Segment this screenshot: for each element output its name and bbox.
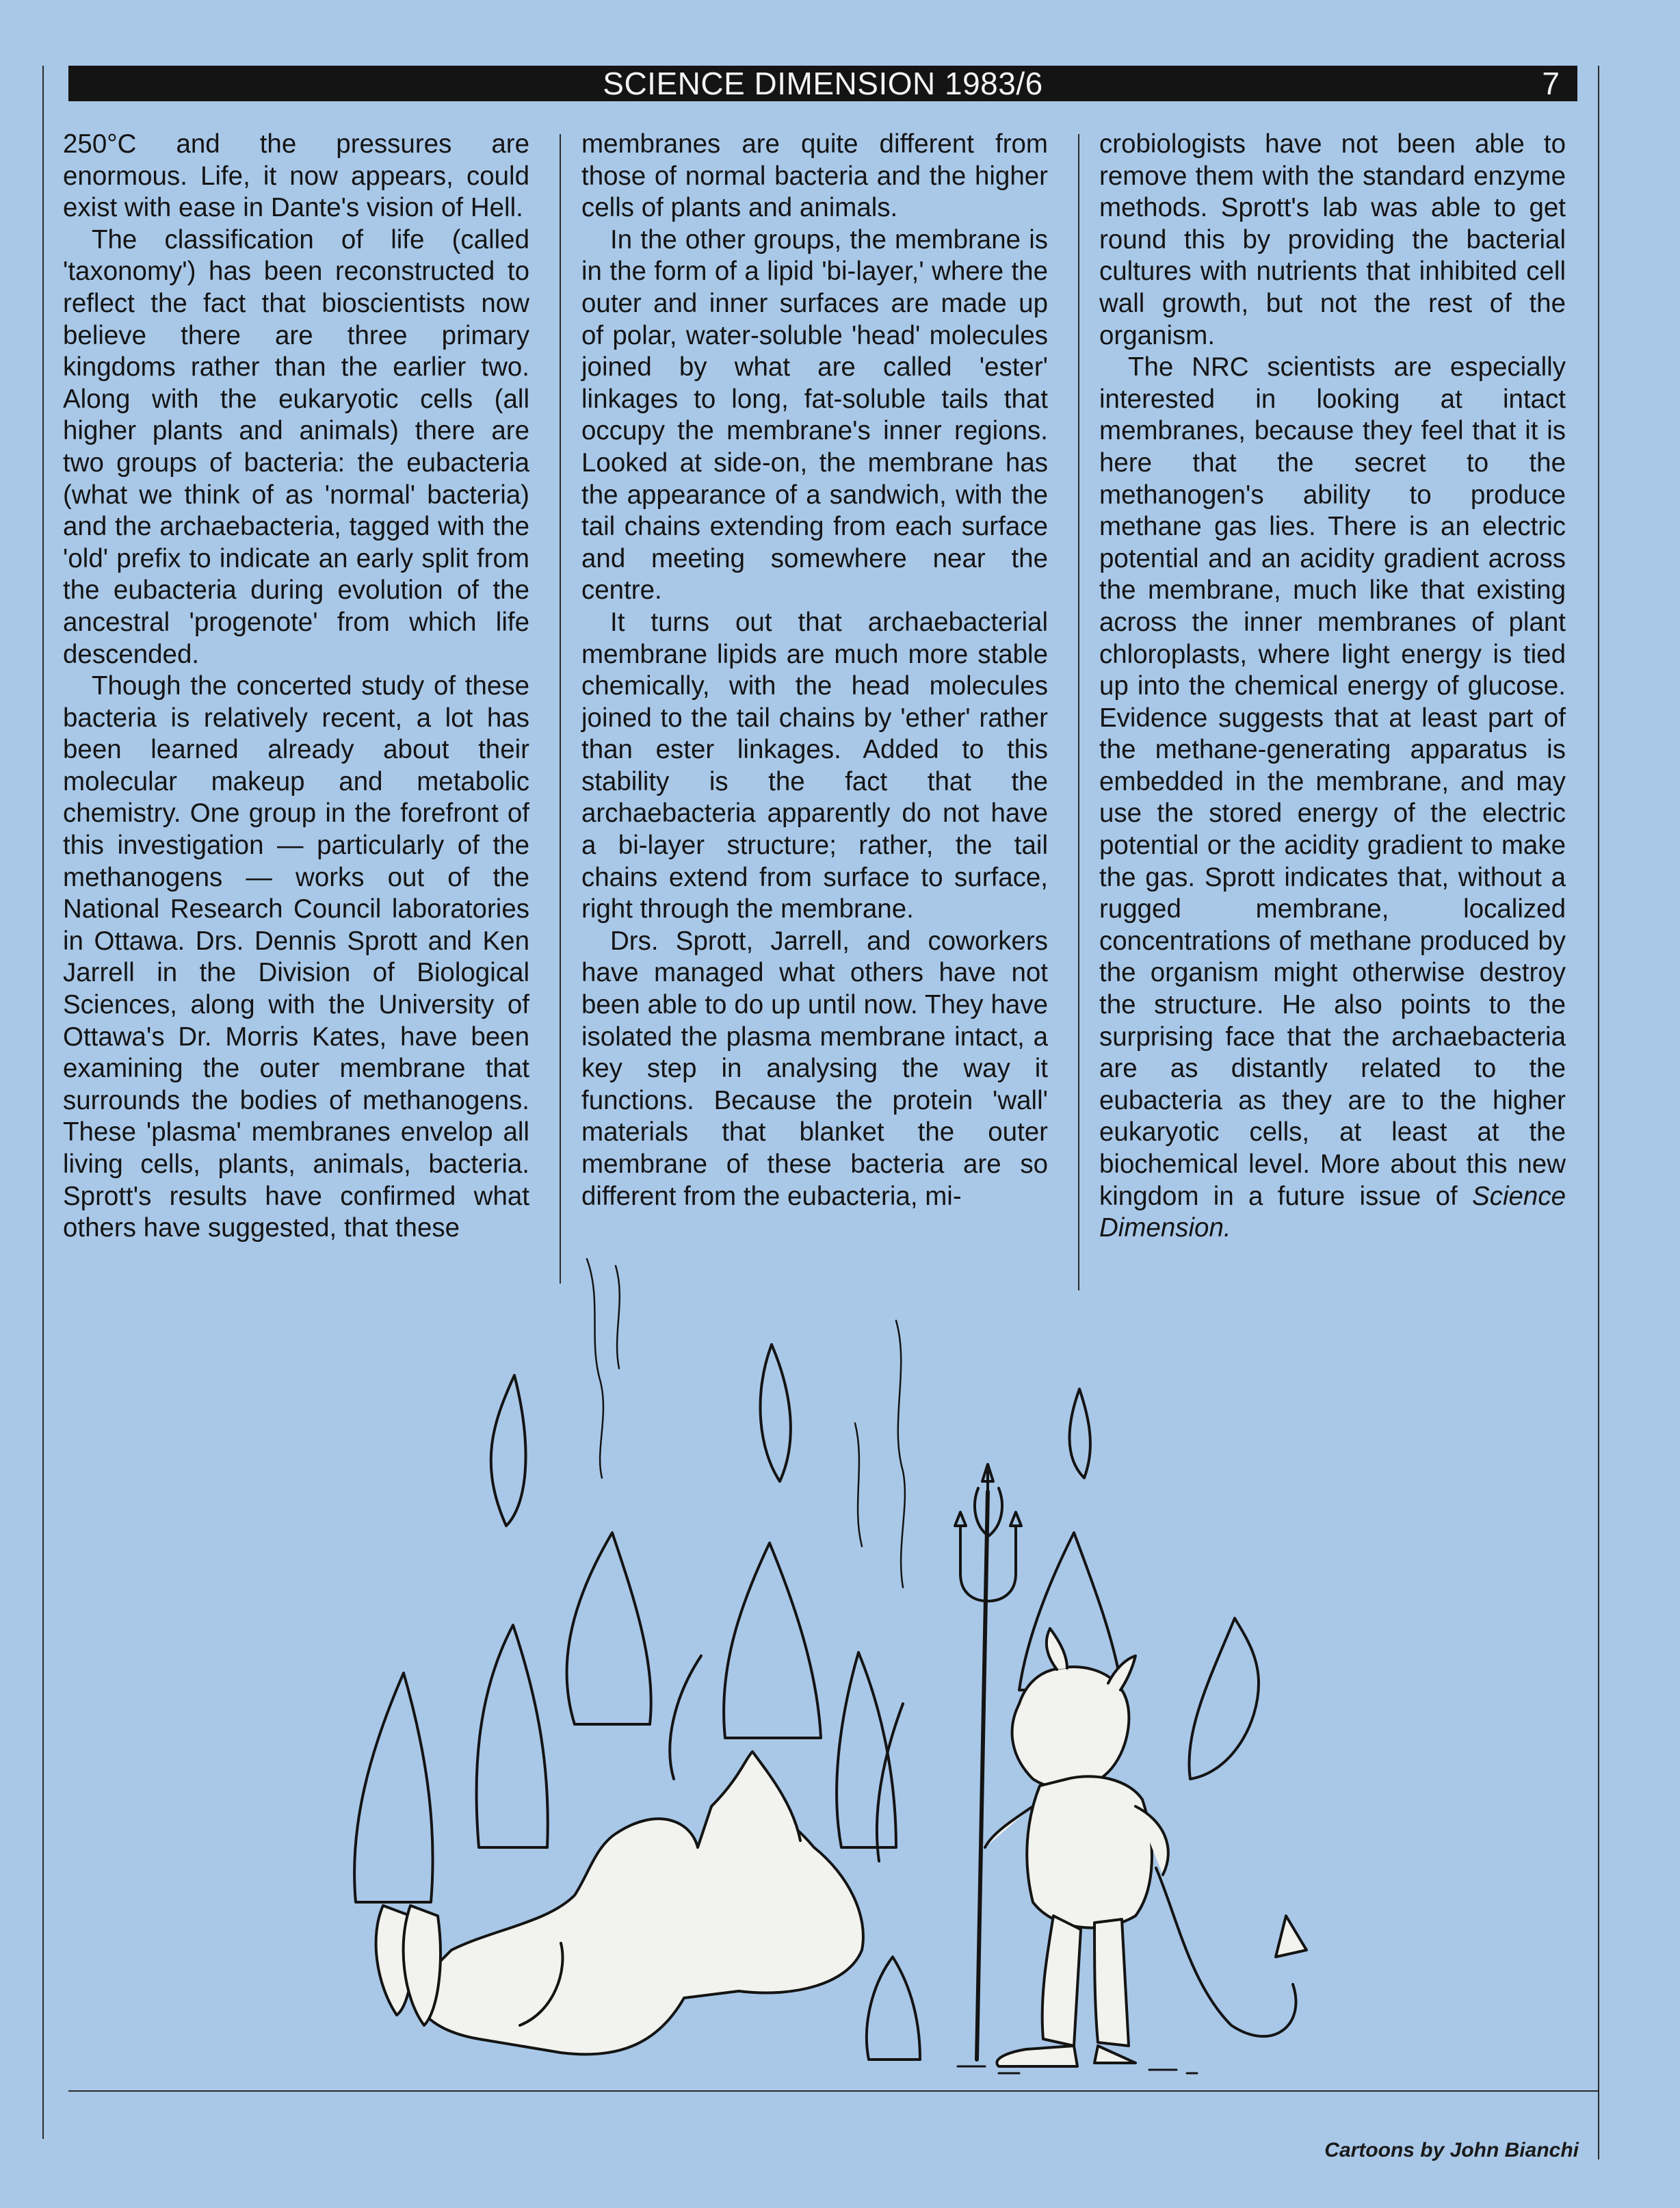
cartoon-credit: Cartoons by John Bianchi: [1324, 2139, 1579, 2161]
magazine-name-italic: Science Dimension.: [1099, 1181, 1566, 1243]
bottom-rule: [68, 2090, 1598, 2092]
paragraph: In the other groups, the membrane is in the form of a lipid 'bi-layer,' where the outer and inner surfaces are made up of polar, water-soluble 'head' molecules joined by what are called 'ester' linkages to long, fat-soluble tails that occupy the membrane's inner regions. Looked at side-on, the membrane has the appearance of a sandwich, with the tail chains extending from each surface and meeting somewhere near the centre.: [581, 224, 1048, 606]
paragraph: membranes are quite different from those of normal bacteria and the higher cells of plants and animals.: [581, 129, 1048, 223]
page-number: 7: [1542, 66, 1560, 101]
paragraph-text: The NRC scientists are especially interested in looking at intact membranes, because they feel that it is here that the secret to the methanogen's ability to produce methane gas lies. There is an electric potential and an acidity gradient across the membrane, much like that existing across the inner membranes of plant chloroplasts, where light energy is tied up into the chemical energy of glucose. Evidence suggests that at least part of the methane-generating apparatus is embedded in the membrane, and may use the stored energy of the electric potential or the acidity gradient to make the gas. Sprott indicates that, without a rugged membrane, localized concentrations of methane produced by the organism might otherwise destroy the structure. He also points to the surprising face that the archaebacteria are as distantly related to the eubacteria as they are to the higher eukaryotic cells, at least at the biochemical level. More about this new kingdom in a future issue of: [1099, 352, 1566, 1211]
trident: [955, 1464, 1021, 2060]
reclining-man: [376, 1752, 863, 2054]
smoke-wisps: [587, 1259, 905, 1587]
paragraph: Though the concerted study of these bacteria is relatively recent, a lot has been learned already about their molecular makeup and metabolic chemistry. One group in the forefront of this investigation — particularly of the methanogens — works out of the National Research Council laboratories in Ottawa. Drs. Dennis Sprott and Ken Jarrell in the Division of Biological Sciences, along with the University of Ottawa's Dr. Morris Kates, have been examining the outer membrane that surrounds the bodies of methanogens. These 'plasma' membranes envelop all living cells, plants, animals, bacteria. Sprott's results have confirmed what others have suggested, that these: [63, 671, 529, 1243]
paragraph: Drs. Sprott, Jarrell, and coworkers have managed what others have not been able to do up until now. They have isolated the plasma membrane intact, a key step in analysing the way it functions. Because the protein 'wall' materials that blanket the outer membrane of these bacteria are so different from the eubacteria, mi-: [581, 926, 1048, 1211]
paragraph: 250°C and the pressures are enormous. Life, it now appears, could exist with ease in Dante's vision of Hell.: [63, 129, 529, 223]
paragraph: The classification of life (called 'taxonomy') has been reconstructed to reflect the fact that bioscientists now believe there are three primary kingdoms rather than the earlier two. Along with the eukaryotic cells (all higher plants and animals) there are two groups of bacteria: the eubacteria (what we think of as 'normal' bacteria) and the archaebacteria, tagged with the 'old' prefix to indicate an early split from the eubacteria during evolution of the ancestral 'progenote' from which life descended.: [63, 224, 529, 669]
paragraph: crobiologists have not been able to remove them with the standard enzyme methods. Sprott's lab was able to get round this by providing the bacterial cultures with nutrients that inhibited cell wall growth, but not the rest of the organism.: [1099, 129, 1566, 350]
paragraph: It turns out that archaebacterial membrane lipids are much more stable chemically, with the head molecules joined to the tail chains by 'ether' rather than ester linkages. Added to this stability is the fact that the archaebacteria apparently do not have a bi-layer structure; rather, the tail chains extend from surface to surface, right through the membrane.: [581, 607, 1048, 924]
magazine-title: SCIENCE DIMENSION 1983/6: [603, 66, 1043, 101]
